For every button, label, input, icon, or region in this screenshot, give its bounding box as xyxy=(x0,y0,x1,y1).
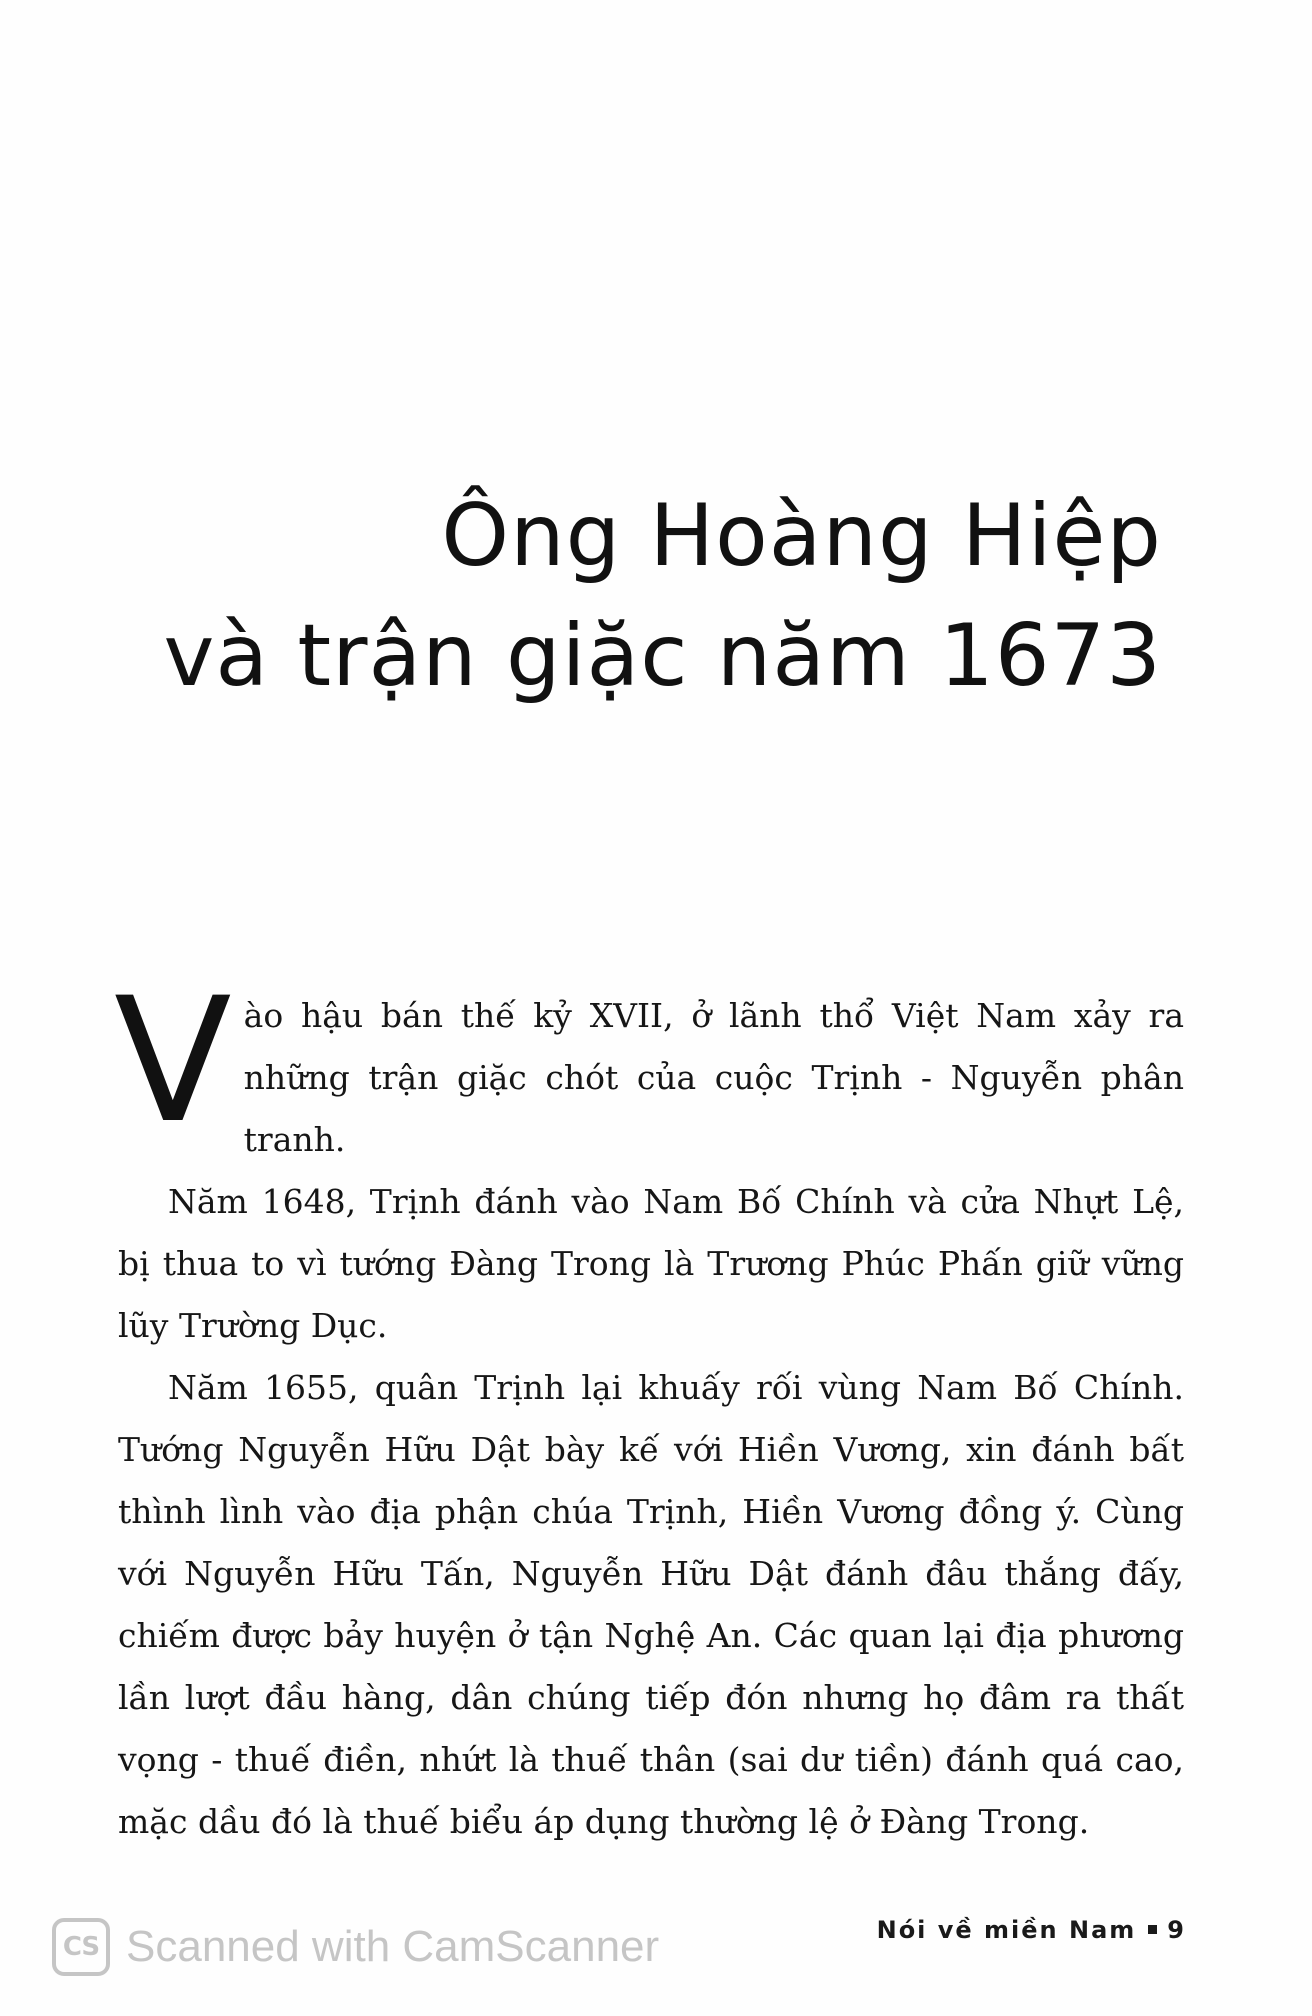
running-title: Nói về miền Nam xyxy=(876,1916,1137,1944)
paragraph-2: Năm 1648, Trịnh đánh vào Nam Bố Chính và cửa Nhựt Lệ, bị thua to vì tướng Đàng Trong là Trương Phúc Phấn giữ vững lũy Trường Dục. xyxy=(118,1182,1184,1345)
footer-bullet-icon xyxy=(1148,1925,1157,1934)
chapter-title xyxy=(163,476,1162,716)
paragraph-1-text: ào hậu bán thế kỷ XVII, ở lãnh thổ Việt Nam xảy ra những trận giặc chót của cuộc Trịnh - Nguyễn phân tranh. xyxy=(243,996,1184,1159)
chapter-title-line-1: Ông Hoàng Hiệp xyxy=(441,485,1162,586)
paragraph-3: Năm 1655, quân Trịnh lại khuấy rối vùng Nam Bố Chính. Tướng Nguyễn Hữu Dật bày kế với Hiền Vương, xin đánh bất thình lình vào địa phận chúa Trịnh, Hiền Vương đồng ý. Cùng với Nguyễn Hữu Tấn, Nguyễn Hữu Dật đánh đâu thắng đấy, chiếm được bảy huyện ở tận Nghệ An. Các quan lại địa phương lần lượt đầu hàng, dân chúng tiếp đón nhưng họ đâm ra thất vọng - thuế điền, nhứt là thuế thân (sai dư tiền) đánh quá cao, mặc dầu đó là thuế biểu áp dụng thường lệ ở Đàng Trong. xyxy=(118,1368,1184,1841)
page-number: 9 xyxy=(1167,1916,1186,1944)
camscanner-logo-icon: CS xyxy=(52,1918,110,1976)
chapter-body xyxy=(114,960,1184,1853)
watermark-text: Scanned with CamScanner xyxy=(126,1922,660,1971)
drop-cap: V xyxy=(114,960,232,1161)
page-footer xyxy=(877,1916,1186,1944)
camscanner-watermark xyxy=(52,1914,659,1980)
chapter-title-line-2: và trận giặc năm 1673 xyxy=(163,605,1162,706)
paragraph-1 xyxy=(114,960,1184,1171)
